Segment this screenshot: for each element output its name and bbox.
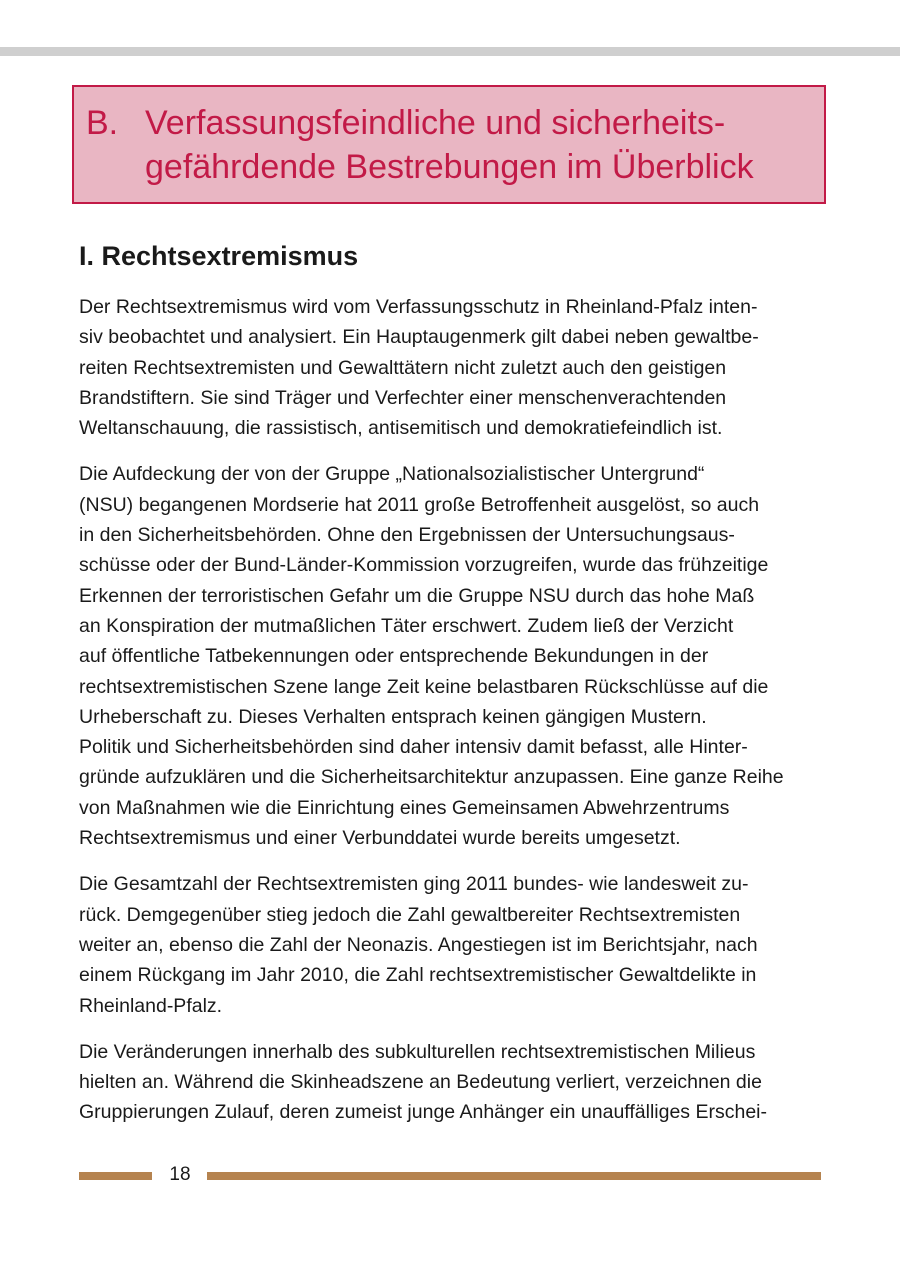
chapter-header-box (72, 85, 826, 204)
paragraph (79, 869, 821, 1020)
paragraph-line: an Konspiration der mutmaßlichen Täter erschwert. Zudem ließ der Verzicht (79, 614, 734, 637)
paragraph-line: Rheinland-Pfalz. (79, 994, 223, 1017)
paragraph-line: siv beobachtet und analysiert. Ein Hauptaugenmerk gilt dabei neben gewaltbe- (79, 326, 759, 349)
paragraph-line: (NSU) begangenen Mordserie hat 2011 große Betroffenheit ausgelöst, so auch (79, 493, 760, 516)
paragraph-line: gründe aufzuklären und die Sicherheitsarchitektur anzupassen. Eine ganze Reihe (79, 766, 784, 789)
paragraph-line: Rechtsextremismus und einer Verbunddatei wurde bereits umgesetzt. (79, 827, 681, 850)
paragraph (79, 459, 821, 853)
paragraph-line: Gruppierungen Zulauf, deren zumeist junge Anhänger ein unauffälliges Erschei- (79, 1101, 767, 1124)
chapter-title-line: Verfassungsfeindliche und sicherheits- (145, 104, 726, 142)
paragraph-line: Der Rechtsextremismus wird vom Verfassungsschutz in Rheinland-Pfalz inten- (79, 296, 758, 318)
paragraph (79, 292, 821, 443)
paragraph-line: Erkennen der terroristischen Gefahr um die Gruppe NSU durch das hohe Maß (79, 584, 755, 607)
top-rule (0, 47, 900, 56)
paragraph-line: Weltanschauung, die rassistisch, antisemitisch und demokratiefeindlich ist. (79, 417, 723, 440)
paragraph-line: rück. Demgegenüber stieg jedoch die Zahl gewaltbereiter Rechtsextremisten (79, 903, 741, 926)
body-text (79, 292, 821, 1144)
paragraph-line: Die Aufdeckung der von der Gruppe „Nationalsozialistischer Untergrund“ (79, 463, 705, 486)
chapter-letter: B. (86, 104, 119, 142)
section-heading: I. Rechtsextremismus (79, 241, 359, 271)
paragraph-line: einem Rückgang im Jahr 2010, die Zahl rechtsextremistischer Gewaltdelikte in (79, 964, 757, 987)
paragraph-line: rechtsextremistischen Szene lange Zeit keine belastbaren Rückschlüsse auf die (79, 675, 769, 698)
footer-bar-right (207, 1172, 821, 1180)
paragraph-line: Brandstiftern. Sie sind Träger und Verfechter einer menschenverachtenden (79, 386, 727, 409)
paragraph-line: reiten Rechtsextremisten und Gewalttätern nicht zuletzt auch den geistigen (79, 356, 727, 379)
paragraph-line: Urheberschaft zu. Dieses Verhalten entsprach keinen gängigen Mustern. (79, 705, 707, 728)
chapter-title (145, 101, 815, 189)
paragraph-line: schüsse oder der Bund-Länder-Kommission vorzugreifen, wurde das frühzeitige (79, 554, 769, 577)
paragraph-line: in den Sicherheitsbehörden. Ohne den Ergebnissen der Untersuchungsaus- (79, 524, 735, 547)
paragraph-line: von Maßnahmen wie die Einrichtung eines Gemeinsamen Abwehrzentrums (79, 796, 730, 819)
paragraph (79, 1037, 821, 1128)
paragraph-line: Die Gesamtzahl der Rechtsextremisten ging 2011 bundes- wie landesweit zu- (79, 873, 749, 896)
page-number: 18 (169, 1164, 191, 1185)
footer-bar-left (79, 1172, 152, 1180)
paragraph-line: auf öffentliche Tatbekennungen oder entsprechende Bekundungen in der (79, 645, 709, 668)
paragraph-line: Die Veränderungen innerhalb des subkulturellen rechtsextremistischen Milieus (79, 1040, 756, 1063)
paragraph-line: Politik und Sicherheitsbehörden sind daher intensiv damit befasst, alle Hinter- (79, 736, 748, 759)
paragraph-line: hielten an. Während die Skinheadszene an Bedeutung verliert, verzeichnen die (79, 1071, 762, 1094)
chapter-title-line: gefährdende Bestrebungen im Überblick (145, 148, 754, 186)
paragraph-line: weiter an, ebenso die Zahl der Neonazis. Angestiegen ist im Berichtsjahr, nach (79, 933, 758, 956)
